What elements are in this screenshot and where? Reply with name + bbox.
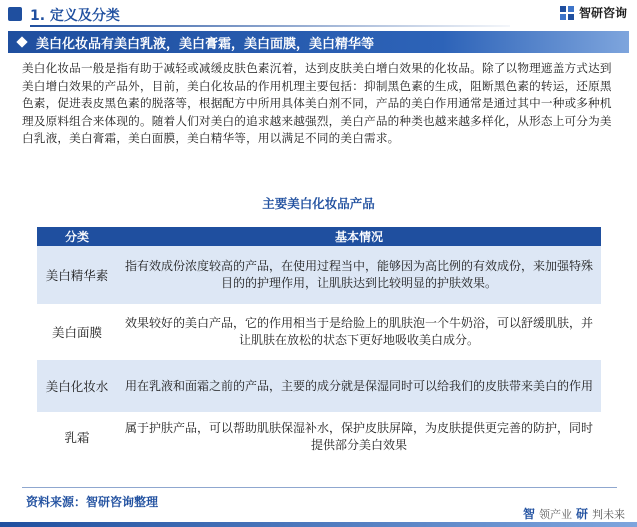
- table-title: 主要美白化妆品产品: [262, 196, 375, 211]
- section-header: [0, 0, 637, 30]
- table-row: [37, 413, 601, 462]
- slogan-part: 判未来: [592, 507, 625, 521]
- table-row: [37, 305, 601, 360]
- row-category: 美白化妆水: [45, 379, 109, 394]
- products-table: [37, 227, 601, 462]
- table-row: [37, 360, 601, 413]
- row-description: 效果较好的美白产品，它的作用相当于是给脸上的肌肤泡一个牛奶浴，可以舒缓肌肤，并让肌肤在放松的状态下更好地吸收美白成分。: [124, 316, 593, 347]
- footer-divider: [22, 487, 617, 488]
- row-category: 美白精华素: [45, 268, 109, 283]
- section-title: 1. 定义及分类: [30, 8, 120, 24]
- bottom-strip: [0, 522, 637, 527]
- logo-text: 智研咨询: [578, 6, 627, 20]
- table-header: [37, 227, 601, 246]
- header-category: 分类: [64, 230, 89, 244]
- row-description: 指有效成份浓度较高的产品，在使用过程当中，能够因为高比例的有效成份，来加强特殊目的的护理作用，让肌肤达到比较明显的护肤效果。: [124, 259, 593, 290]
- headline-banner: [8, 31, 629, 53]
- row-category: 美白面膜: [51, 325, 102, 340]
- row-description: 用在乳液和面霜之前的产品，主要的成分就是保湿同时可以给我们的皮肤带来美白的作用: [124, 378, 593, 393]
- source-note: 资料来源：智研咨询整理: [26, 495, 159, 509]
- square-bullet-icon: [8, 7, 22, 21]
- table-row: [37, 246, 601, 305]
- diamond-icon: [16, 36, 27, 47]
- slogan-part: 智: [522, 507, 535, 521]
- headline-text: 美白化妆品有美白乳液，美白膏霜，美白面膜，美白精华等: [36, 36, 375, 52]
- row-description: 属于护肤产品，可以帮助肌肤保湿补水，保护皮肤屏障，为皮肤提供更完善的防护，同时提供部分美白效果: [124, 421, 593, 452]
- header-divider: [30, 25, 510, 27]
- header-description: 基本情况: [334, 230, 383, 244]
- slogan: [523, 505, 625, 522]
- slogan-part: 领产业: [538, 507, 572, 521]
- slogan-part: 研: [575, 507, 588, 521]
- row-category: 乳霜: [64, 430, 90, 445]
- logo-icon: [559, 5, 575, 21]
- intro-paragraph: 美白化妆品一般是指有助于减轻或减缓皮肤色素沉着，达到皮肤美白增白效果的化妆品。除了以物理遮盖方式达到美白增白效果的产品外，目前，美白化妆品的作用机理主要包括：抑制黑色素的生成，阻断黑色素的转运，还原黑色素，促进表皮黑色素的脱落等，根据配方中所用具体美白剂不同，产品的美白作用通常是通过其中一种或多种机理及原料组合来体现的。随着人们对美白的追求越来越强烈，美白产品的种类也越来越多样化，从形态上可分为美白乳液，美白膏霜，美白面膜，美白精华等，用以满足不同的美白需求。: [22, 61, 612, 145]
- brand-logo: [559, 4, 627, 21]
